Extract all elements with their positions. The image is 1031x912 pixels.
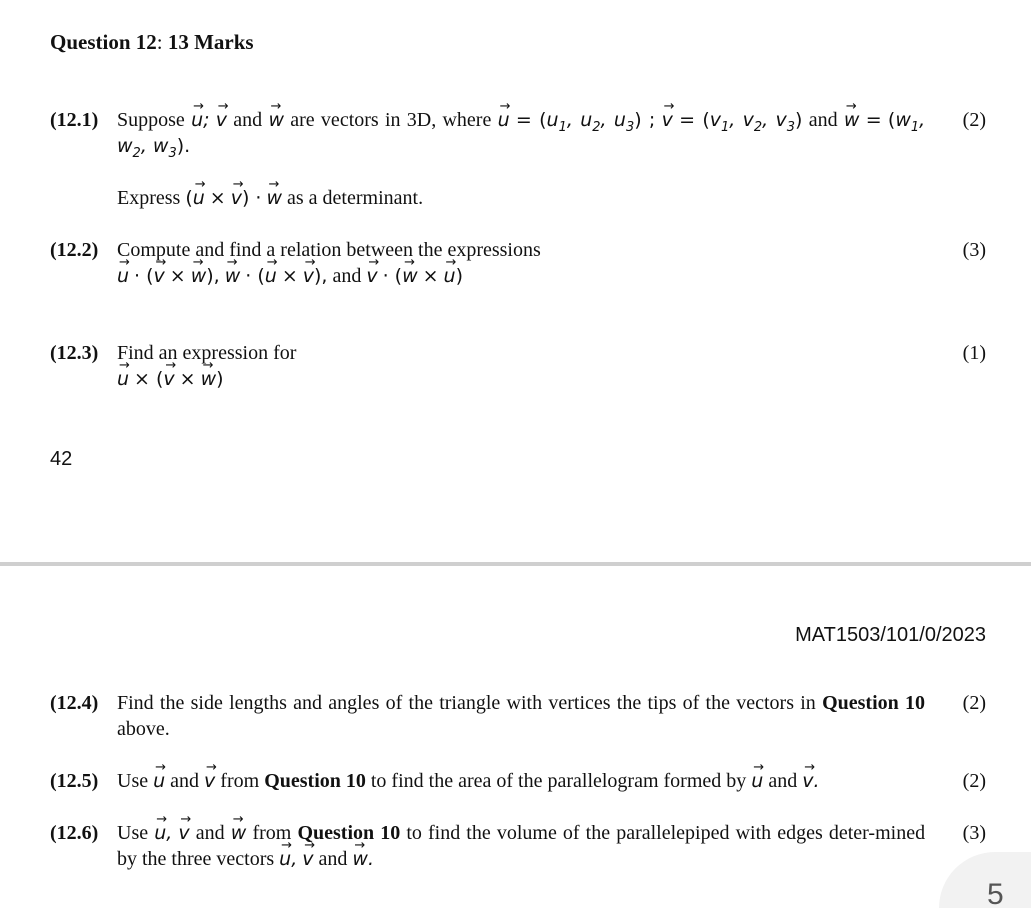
item-text: Use → u and → v from Question 10 to find the area of the parallelogram formed by → u and → v. [117, 768, 925, 794]
item-number: (12.2) [50, 239, 99, 261]
question-item-12-5 [50, 768, 986, 798]
item-text: Suppose → u; → v and → w are vectors in 3D, where → $u = (u_1$, $u_2$, $u_3$) ; → $v = (v_1$, $v_2$, $v_3$) and → $w = (w_1$, $w_2$, $w_3$). Express (→ u × → v) · → w as a determinant. [117, 107, 925, 211]
item-number: (12.3) [50, 342, 99, 364]
item-text: Find an expression for → u × (→ v × → w) [117, 340, 925, 392]
document-code: MAT1503/101/0/2023 [795, 624, 986, 646]
item-marks: (2) [962, 109, 986, 131]
item-text: Use → u, → v and → w from Question 10 to find the volume of the parallelepiped with edges deter-mined by the three vectors → u, → v and → w. [117, 820, 925, 872]
item-text: Compute and find a relation between the expressions → u · (→ v × → w), → w · (→ u × → v), and → v · (→ w × → u) [117, 237, 925, 289]
question-item-12-3 [50, 340, 986, 400]
item-number: (12.1) [50, 109, 99, 131]
item-number: (12.5) [50, 770, 99, 792]
item-marks: (2) [962, 770, 986, 792]
item-text: Find the side lengths and angles of the triangle with vertices the tips of the vectors in Question 10 above. [117, 692, 926, 740]
question-item-12-4 [50, 690, 986, 746]
question-item-12-1 [50, 107, 986, 217]
question-title: Question 12: 13 Marks [50, 30, 254, 54]
page-number: 42 [50, 448, 73, 470]
item-number: (12.4) [50, 692, 99, 714]
item-marks: (3) [962, 239, 986, 261]
corner-page-number: 5 [987, 878, 1004, 911]
item-marks: (3) [962, 822, 986, 844]
item-marks: (1) [962, 342, 986, 364]
question-item-12-6 [50, 820, 986, 876]
item-number: (12.6) [50, 822, 99, 844]
page-bottom [0, 566, 1031, 911]
item-marks: (2) [962, 692, 986, 714]
question-item-12-2 [50, 237, 986, 297]
